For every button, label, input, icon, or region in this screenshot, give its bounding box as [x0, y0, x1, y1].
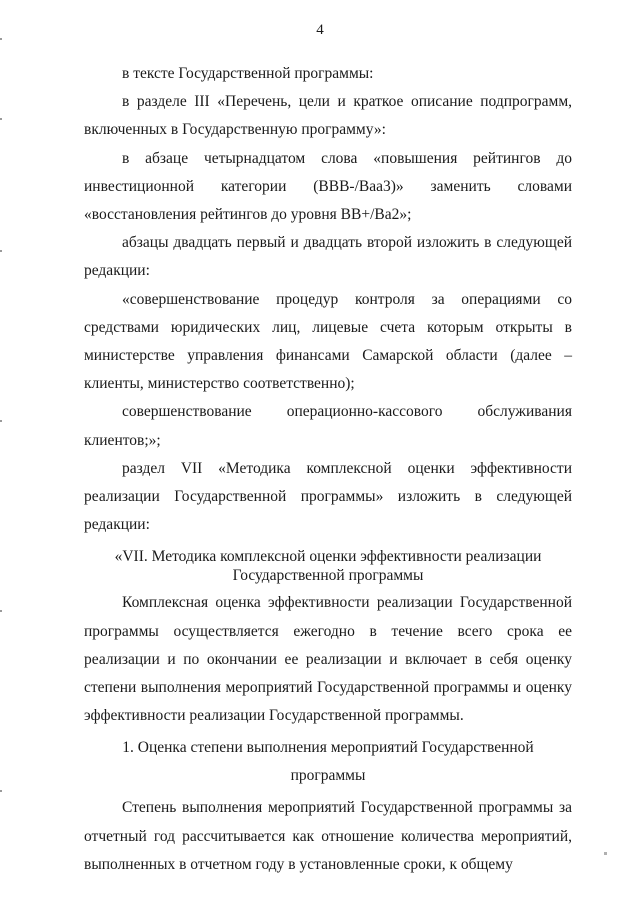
paragraph: в тексте Государственной программы: — [122, 65, 374, 82]
scan-dot — [0, 118, 2, 120]
paragraph: раздел VII «Методика комплексной оценки эффективности реализации Государственной программы» изложить в следующей редакции: — [84, 459, 572, 534]
paragraph: «совершенствование процедур контроля за операциями со средствами юридических лиц, лицевые счета которым открыты в министерстве управления финансами Самарской области (далее – клиенты, министерство соответственно); — [84, 290, 572, 393]
scan-edge-marks — [0, 0, 4, 905]
paragraph: абзацы двадцать первый и двадцать второй изложить в следующей редакции: — [84, 234, 572, 280]
section-heading: «VII. Методика комплексной оценки эффективности реализации Государственной программы — [114, 548, 542, 585]
scan-dot — [0, 420, 2, 422]
paragraph: в абзаце четырнадцатом слова «повышения рейтингов до инвестиционной категории (BBB-/Baa3)» заменить словами «восстановления рейтингов до уровня BB+/Ba2»; — [84, 149, 572, 224]
section-paragraph: Комплексная оценка эффективности реализации Государственной программы осуществляется ежегодно в течение всего срока ее реализации и по окончании ее реализации и включает в себя оценку степени выполнения мероприятий Государственной программы и оценку эффективности реализации Государственной программы. — [84, 594, 572, 725]
scan-dot — [0, 38, 2, 40]
document-body — [84, 60, 572, 879]
scan-dot — [0, 250, 2, 252]
page-number: 4 — [316, 22, 324, 38]
scan-dot — [0, 610, 2, 612]
scan-dot — [0, 790, 2, 792]
scan-speck — [604, 852, 607, 855]
subheading: 1. Оценка степени выполнения мероприятий Государственной программы — [122, 739, 534, 785]
paragraph: в разделе III «Перечень, цели и краткое описание подпрограмм, включенных в Государственную программу»: — [84, 93, 572, 139]
paragraph: совершенствование операционно-кассового обслуживания клиентов;»; — [84, 403, 572, 449]
final-paragraph: Степень выполнения мероприятий Государственной программы за отчетный год рассчитывается как отношение количества мероприятий, выполненных в отчетном году в установленные сроки, к общему — [84, 799, 572, 873]
